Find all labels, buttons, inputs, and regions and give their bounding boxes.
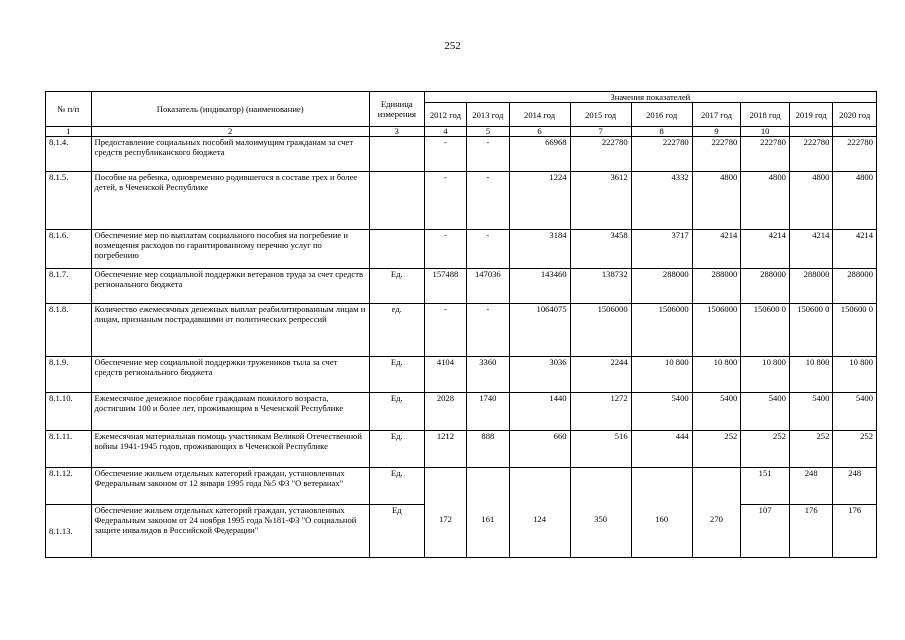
column-number: 5	[467, 127, 509, 137]
row-unit: Ед.	[369, 357, 424, 393]
header-year: 2013 год	[467, 103, 509, 127]
indicators-table	[45, 91, 877, 558]
row-value: 10 800	[741, 357, 790, 393]
row-indicator-name: Ежемесячная материальная помощь участникам Великой Отечественной войны 1941-1945 годов, проживающих в Чеченской Республике	[91, 431, 369, 468]
table-row	[46, 393, 877, 431]
row-value: 252	[741, 431, 790, 468]
row-value-merged: 160	[631, 468, 692, 558]
header-indicator: Показатель (индикатор) (наименование)	[91, 92, 369, 127]
header-year: 2014 год	[509, 103, 570, 127]
row-value: 3612	[570, 172, 631, 230]
row-unit	[369, 172, 424, 230]
row-value: 888	[467, 431, 509, 468]
table-row	[46, 230, 877, 269]
row-value: 222780	[833, 137, 877, 172]
row-value: 1212	[424, 431, 466, 468]
column-number: 10	[741, 127, 790, 137]
table-row	[46, 357, 877, 393]
header-year: 2015 год	[570, 103, 631, 127]
row-indicator-name: Обеспечение жильем отдельных категорий граждан, установленных Федеральным законом от 24 ноября 1995 года №181-ФЗ "О социальной защите инвалидов в Российской Федерации"	[91, 505, 369, 558]
row-value: 151	[741, 468, 790, 505]
row-value: 176	[789, 505, 832, 558]
row-value: 4214	[833, 230, 877, 269]
row-number: 8.1.13.	[46, 505, 92, 558]
row-value: 288000	[631, 269, 692, 304]
table-row	[46, 304, 877, 357]
row-value: 107	[741, 505, 790, 558]
row-indicator-name: Обеспечение жильем отдельных категорий граждан, установленных Федеральным законом от 12 января 1995 года №5 ФЗ "О ветеранах"	[91, 468, 369, 505]
row-unit: Ед.	[369, 269, 424, 304]
row-value: 138732	[570, 269, 631, 304]
column-number	[789, 127, 832, 137]
row-value: 150600 0	[741, 304, 790, 357]
column-number: 2	[91, 127, 369, 137]
row-value: 222780	[692, 137, 741, 172]
row-value: 252	[833, 431, 877, 468]
row-value: 1506000	[570, 304, 631, 357]
header-year: 2020 год	[833, 103, 877, 127]
row-value: 4800	[789, 172, 832, 230]
row-value: -	[424, 230, 466, 269]
row-unit: Ед.	[369, 468, 424, 505]
header-year: 2016 год	[631, 103, 692, 127]
row-value: 252	[789, 431, 832, 468]
header-year: 2017 год	[692, 103, 741, 127]
row-value: 5400	[692, 393, 741, 431]
row-value: -	[424, 137, 466, 172]
table-row	[46, 269, 877, 304]
row-value: 1224	[509, 172, 570, 230]
row-value: 660	[509, 431, 570, 468]
row-indicator-name: Обеспечение мер по выплатам социального пособия на погребение и возмещения расходов по гарантированному перечню услуг по погребению	[91, 230, 369, 269]
row-value: 3458	[570, 230, 631, 269]
row-value: 157488	[424, 269, 466, 304]
row-value: 5400	[631, 393, 692, 431]
row-value: 4800	[692, 172, 741, 230]
row-value: 1506000	[692, 304, 741, 357]
row-value: 3360	[467, 357, 509, 393]
row-value: 4214	[741, 230, 790, 269]
row-value: -	[424, 172, 466, 230]
row-value: 222780	[741, 137, 790, 172]
row-indicator-name: Предоставление социальных пособий малоимущим гражданам за счет средств республиканского бюджета	[91, 137, 369, 172]
row-value: 5400	[789, 393, 832, 431]
row-number: 8.1.12.	[46, 468, 92, 505]
row-value: 1740	[467, 393, 509, 431]
row-value-merged: 124	[509, 468, 570, 558]
row-value: -	[467, 304, 509, 357]
row-value: 150600 0	[789, 304, 832, 357]
row-value: 288000	[692, 269, 741, 304]
row-value: 222780	[570, 137, 631, 172]
header-unit: Единица измерения	[369, 92, 424, 127]
row-value: 248	[789, 468, 832, 505]
row-unit: Ед.	[369, 431, 424, 468]
row-value: -	[467, 172, 509, 230]
row-value: 288000	[833, 269, 877, 304]
row-value: 143460	[509, 269, 570, 304]
header-values-group: Значения показателей	[424, 92, 876, 103]
row-number: 8.1.11.	[46, 431, 92, 468]
column-number: 6	[509, 127, 570, 137]
row-value: 444	[631, 431, 692, 468]
column-number: 9	[692, 127, 741, 137]
row-value: 3717	[631, 230, 692, 269]
row-value: 5400	[833, 393, 877, 431]
row-value: 176	[833, 505, 877, 558]
column-number: 3	[369, 127, 424, 137]
row-value: 1440	[509, 393, 570, 431]
row-value: 1506000	[631, 304, 692, 357]
row-value-merged: 172	[424, 468, 466, 558]
column-number: 8	[631, 127, 692, 137]
row-value: 3036	[509, 357, 570, 393]
table-row	[46, 468, 877, 505]
column-number: 4	[424, 127, 466, 137]
table-row	[46, 137, 877, 172]
row-indicator-name: Ежемесячное денежное пособие гражданам пожилого возраста, достигшим 100 и более лет, проживающим в Чеченской Республике	[91, 393, 369, 431]
row-value: 4104	[424, 357, 466, 393]
row-value: 10 800	[789, 357, 832, 393]
row-value: 1272	[570, 393, 631, 431]
row-value: 2244	[570, 357, 631, 393]
row-value-merged: 350	[570, 468, 631, 558]
row-value: 288000	[741, 269, 790, 304]
row-value-merged: 161	[467, 468, 509, 558]
row-value: 2028	[424, 393, 466, 431]
row-number: 8.1.4.	[46, 137, 92, 172]
row-value: 66968	[509, 137, 570, 172]
row-value: 5400	[741, 393, 790, 431]
row-number: 8.1.8.	[46, 304, 92, 357]
row-unit: Ед.	[369, 393, 424, 431]
row-value: 248	[833, 468, 877, 505]
row-number: 8.1.9.	[46, 357, 92, 393]
header-year: 2018 год	[741, 103, 790, 127]
row-value-merged: 270	[692, 468, 741, 558]
row-value: 3184	[509, 230, 570, 269]
row-value: 4800	[833, 172, 877, 230]
row-value: 222780	[789, 137, 832, 172]
row-unit: Ед	[369, 505, 424, 558]
header-year: 2012 год	[424, 103, 466, 127]
row-value: 150600 0	[833, 304, 877, 357]
row-value: -	[467, 137, 509, 172]
row-value: 10 800	[833, 357, 877, 393]
table-row	[46, 172, 877, 230]
row-value: 10 800	[631, 357, 692, 393]
row-value: 4332	[631, 172, 692, 230]
row-unit	[369, 230, 424, 269]
row-value: 4214	[692, 230, 741, 269]
row-value: 4800	[741, 172, 790, 230]
row-indicator-name: Обеспечение мер социальной поддержки ветеранов труда за счет средств регионального бюджета	[91, 269, 369, 304]
row-indicator-name: Количество ежемесячных денежных выплат реабилитированным лицам и лицам, признаным пострадавшими от политических репрессий	[91, 304, 369, 357]
column-number	[833, 127, 877, 137]
row-value: 147036	[467, 269, 509, 304]
row-value: 516	[570, 431, 631, 468]
column-number: 7	[570, 127, 631, 137]
row-value: -	[467, 230, 509, 269]
row-value: 252	[692, 431, 741, 468]
row-indicator-name: Пособие на ребенка, одновременно родившегося в составе трех и более детей, в Чеченской Республике	[91, 172, 369, 230]
row-number: 8.1.5.	[46, 172, 92, 230]
header-year: 2019 год	[789, 103, 832, 127]
row-indicator-name: Обеспечение мер социальной поддержки тружеников тыла за счет средств регионального бюджета	[91, 357, 369, 393]
page-number: 252	[444, 40, 461, 52]
row-number: 8.1.6.	[46, 230, 92, 269]
row-value: 10 800	[692, 357, 741, 393]
row-unit	[369, 137, 424, 172]
row-value: 1064075	[509, 304, 570, 357]
row-value: 4214	[789, 230, 832, 269]
row-unit: ед.	[369, 304, 424, 357]
row-value: 288000	[789, 269, 832, 304]
row-value: 222780	[631, 137, 692, 172]
row-value: -	[424, 304, 466, 357]
row-number: 8.1.10.	[46, 393, 92, 431]
table-row	[46, 431, 877, 468]
row-number: 8.1.7.	[46, 269, 92, 304]
header-num: № п/п	[46, 92, 92, 127]
column-number: 1	[46, 127, 92, 137]
